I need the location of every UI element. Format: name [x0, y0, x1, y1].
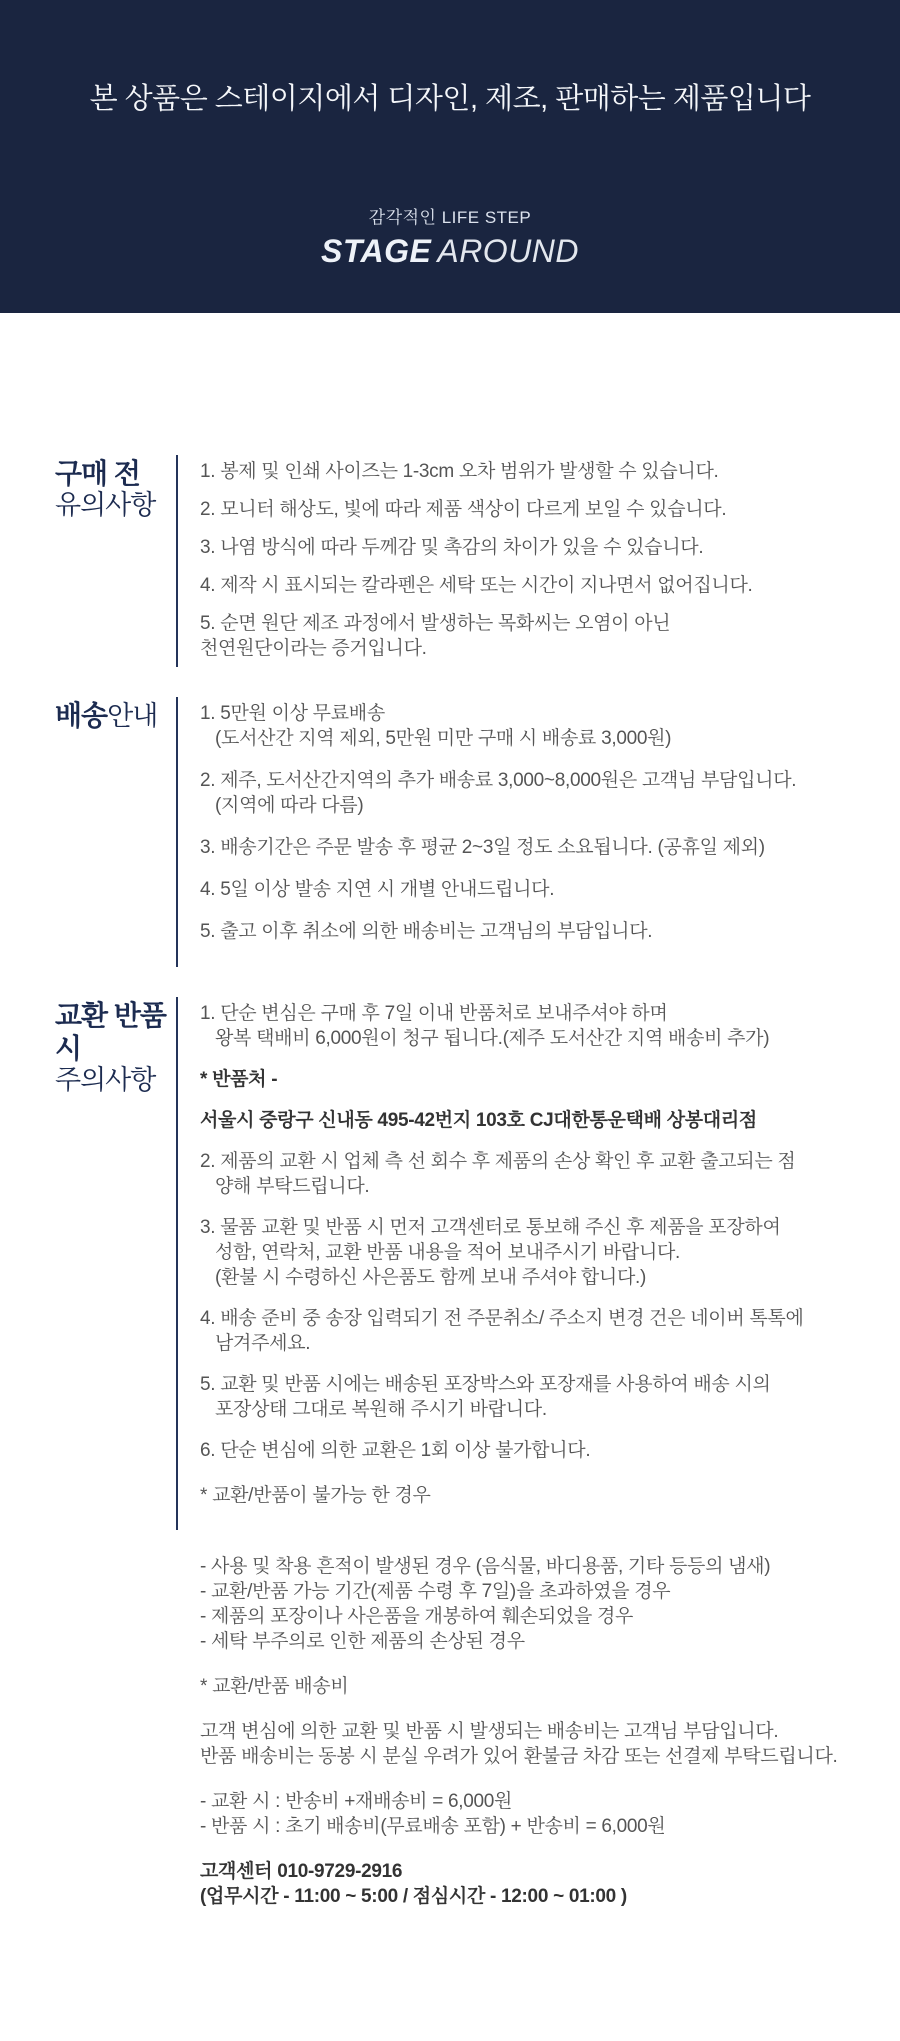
- notice-paragraph: 3. 물품 교환 및 반품 시 먼저 고객센터로 통보해 주신 후 제품을 포장하여 성함, 연락처, 교환 반품 내용을 적어 보내주시기 바랍니다. (환불 시 수령하신 사은품도 함께 보내 주셔야 합니다.): [200, 1217, 781, 1288]
- notice-paragraph: 5. 출고 이후 취소에 의한 배송비는 고객님의 부담입니다.: [200, 921, 653, 942]
- notice-paragraph: 3. 나염 방식에 따라 두께감 및 촉감의 차이가 있을 수 있습니다.: [200, 537, 704, 558]
- section-purchase-body: [176, 455, 872, 667]
- notice-paragraph: 1. 단순 변심은 구매 후 7일 이내 반품처로 보내주셔야 하며 왕복 택배비 6,000원이 청구 됩니다.(제주 도서산간 지역 배송비 추가): [200, 1003, 770, 1049]
- section-title: 교환 반품 시 주의사항: [55, 1000, 166, 1096]
- banner-title: 본 상품은 스테이지에서 디자인, 제조, 판매하는 제품입니다: [89, 83, 811, 115]
- notice-paragraph: * 반품처 -: [200, 1069, 278, 1090]
- section-exchange-heading: [55, 997, 176, 1931]
- brand-logo-primary: STAGE: [320, 233, 432, 269]
- section-exchange-return: [55, 997, 872, 1931]
- notice-paragraph: 3. 배송기간은 주문 발송 후 평균 2~3일 정도 소요됩니다. (공휴일 제외): [200, 837, 765, 858]
- brand-logo-secondary: AROUND: [437, 233, 580, 269]
- notice-list: [176, 697, 872, 967]
- section-purchase-notice: [55, 455, 872, 667]
- section-shipping-body: [176, 697, 872, 967]
- notice-paragraph: 2. 제주, 도서산간지역의 추가 배송료 3,000~8,000원은 고객님 부담입니다. (지역에 따라 다름): [200, 770, 797, 816]
- notice-paragraph: 1. 5만원 이상 무료배송 (도서산간 지역 제외, 5만원 미만 구매 시 배송료 3,000원): [200, 703, 672, 749]
- notice-list-continued: [176, 1530, 872, 1931]
- section-shipping-info: [55, 697, 872, 967]
- notice-paragraph: 고객센터 010-9729-2916 (업무시간 - 11:00 ~ 5:00 / 점심시간 - 12:00 ~ 01:00 ): [200, 1861, 627, 1907]
- brand-tagline: 감각적인 LIFE STEP: [368, 208, 532, 227]
- section-purchase-heading: [55, 455, 176, 667]
- notice-paragraph: 6. 단순 변심에 의한 교환은 1회 이상 불가합니다.: [200, 1440, 591, 1461]
- section-title: 구매 전 유의사항: [55, 458, 156, 521]
- notice-content: [0, 313, 900, 2021]
- section-exchange-body: [176, 997, 872, 1931]
- notice-paragraph: 서울시 중랑구 신내동 495-42번지 103호 CJ대한통운택배 상봉대리점: [200, 1110, 757, 1131]
- notice-paragraph: 2. 모니터 해상도, 빛에 따라 제품 색상이 다르게 보일 수 있습니다.: [200, 499, 727, 520]
- notice-list: [176, 997, 872, 1530]
- notice-paragraph: - 사용 및 착용 흔적이 발생된 경우 (음식물, 바디용품, 기타 등등의 냄새) - 교환/반품 가능 기간(제품 수령 후 7일)을 초과하였을 경우 - 제품의 포장이나 사은품을 개봉하여 훼손되었을 경우 - 세탁 부주의로 인한 제품의 손상된 경우: [200, 1556, 771, 1652]
- section-shipping-heading: [55, 697, 176, 967]
- notice-paragraph: 4. 제작 시 표시되는 칼라펜은 세탁 또는 시간이 지나면서 없어집니다.: [200, 575, 753, 596]
- notice-paragraph: 2. 제품의 교환 시 업체 측 선 회수 후 제품의 손상 확인 후 교환 출고되는 점 양해 부탁드립니다.: [200, 1151, 796, 1197]
- notice-paragraph: * 교환/반품이 불가능 한 경우: [200, 1485, 431, 1506]
- notice-paragraph: * 교환/반품 배송비: [200, 1676, 349, 1697]
- notice-paragraph: - 교환 시 : 반송비 +재배송비 = 6,000원 - 반품 시 : 초기 배송비(무료배송 포함) + 반송비 = 6,000원: [200, 1791, 666, 1837]
- notice-paragraph: 고객 변심에 의한 교환 및 반품 시 발생되는 배송비는 고객님 부담입니다. 반품 배송비는 동봉 시 분실 우려가 있어 환불금 차감 또는 선결제 부탁드립니다.: [200, 1721, 838, 1767]
- brand-banner: [0, 0, 900, 313]
- notice-paragraph: 1. 봉제 및 인쇄 사이즈는 1-3cm 오차 범위가 발생할 수 있습니다.: [200, 461, 719, 482]
- notice-paragraph: 4. 배송 준비 중 송장 입력되기 전 주문취소/ 주소지 변경 건은 네이버 톡톡에 남겨주세요.: [200, 1308, 804, 1354]
- notice-paragraph: 5. 교환 및 반품 시에는 배송된 포장박스와 포장재를 사용하여 배송 시의 포장상태 그대로 복원해 주시기 바랍니다.: [200, 1374, 771, 1420]
- notice-paragraph: 4. 5일 이상 발송 지연 시 개별 안내드립니다.: [200, 879, 555, 900]
- brand-logo: [0, 233, 900, 270]
- section-title: 배송안내: [55, 700, 158, 731]
- notice-list: [176, 455, 872, 667]
- notice-paragraph: 5. 순면 원단 제조 과정에서 발생하는 목화씨는 오염이 아닌 천연원단이라는 증거입니다.: [200, 613, 671, 659]
